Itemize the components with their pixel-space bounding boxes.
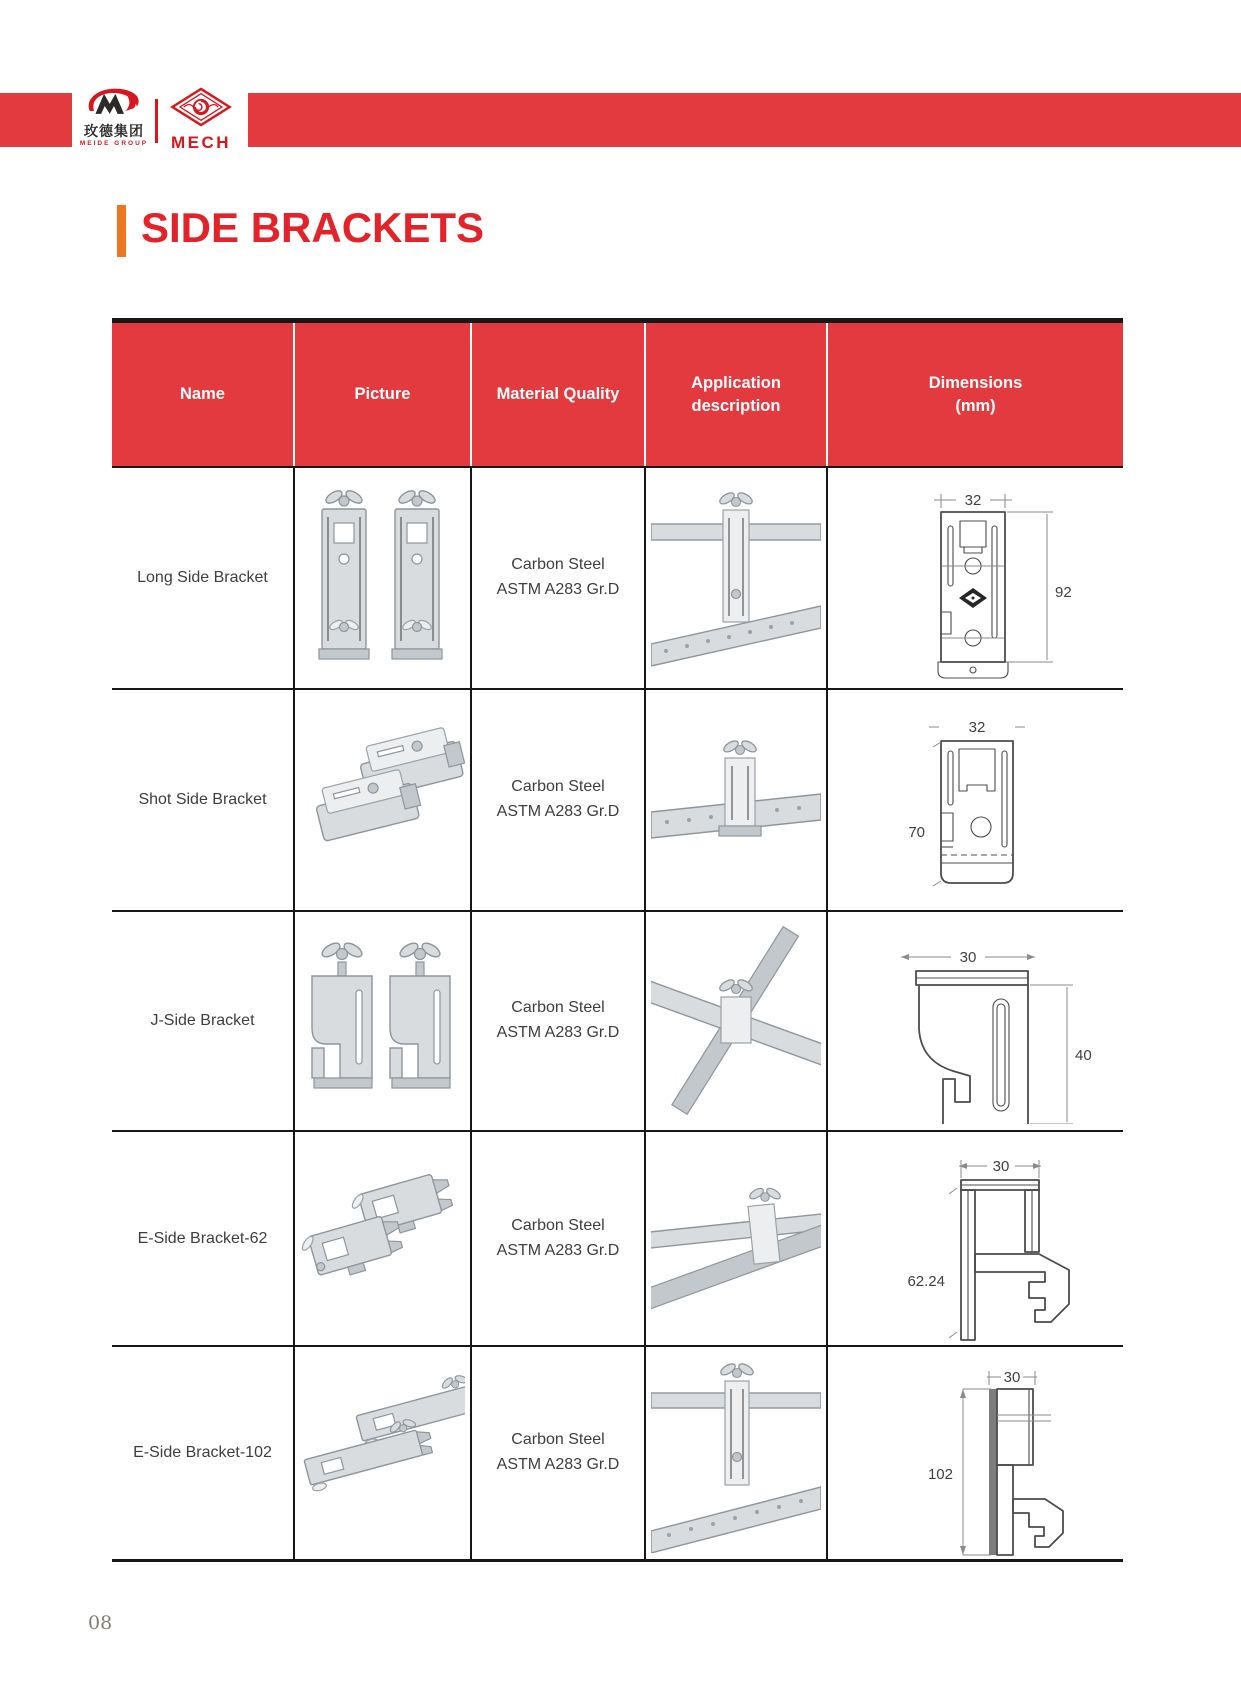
table-row-j-side-bracket	[112, 910, 1123, 1130]
application-photo	[651, 700, 821, 900]
application-photo	[651, 1353, 821, 1553]
dimension-diagram	[841, 919, 1111, 1124]
product-name: Shot Side Bracket	[138, 791, 267, 808]
brand-bar-left	[0, 93, 72, 147]
product-name: J-Side Bracket	[150, 1012, 255, 1029]
col-header-application-label: Application description	[691, 374, 781, 415]
dim-height-label: 70	[907, 824, 925, 841]
material-line1: Carbon Steel	[511, 556, 605, 574]
material-line1: Carbon Steel	[511, 1431, 605, 1449]
mech-logo	[167, 87, 235, 153]
dim-height-label: 102	[927, 1465, 953, 1483]
product-name: Long Side Bracket	[137, 569, 268, 586]
dim-width-label: 30	[992, 1158, 1009, 1175]
application-photo	[651, 478, 821, 678]
dimension-diagram	[841, 695, 1111, 905]
mech-label: MECH	[170, 133, 232, 152]
col-header-name: Name	[112, 323, 295, 466]
table-row-shot-side-bracket	[112, 688, 1123, 910]
material-line2: ASTM A283 Gr.D	[496, 1024, 620, 1041]
col-header-dimensions	[828, 323, 1123, 466]
mech-diamond-icon	[169, 87, 233, 127]
product-name: E-Side Bracket-102	[133, 1444, 272, 1461]
meide-latin-label: MEIDE GROUP	[79, 140, 149, 148]
material-line1: Carbon Steel	[511, 999, 605, 1017]
meide-swoosh-icon	[84, 84, 144, 118]
application-photo	[651, 1139, 821, 1339]
material-line2: ASTM A283 Gr.D	[496, 1456, 620, 1473]
material-line1: Carbon Steel	[511, 778, 605, 796]
brand-divider	[155, 99, 158, 143]
col-header-dimensions-line2: (mm)	[955, 396, 996, 415]
material-line1: Carbon Steel	[511, 1216, 605, 1234]
dim-width-label: 30	[1003, 1368, 1020, 1386]
dimension-diagram	[841, 1351, 1111, 1556]
dim-height-label: 40	[1074, 1046, 1092, 1064]
product-name: E-Side Bracket-62	[137, 1229, 268, 1247]
table-row-e-side-bracket-62	[112, 1130, 1123, 1345]
dim-width-label: 32	[964, 492, 981, 509]
dim-width-label: 32	[968, 719, 985, 736]
product-photo-shot-side-bracket	[300, 703, 465, 898]
col-header-material: Material Quality	[472, 323, 646, 466]
material-line2: ASTM A283 Gr.D	[496, 803, 620, 820]
section-title-accent	[117, 205, 126, 257]
table-header-row	[112, 323, 1123, 466]
application-photo	[651, 921, 821, 1121]
page-number: 08	[88, 1612, 113, 1634]
product-photo-j-side-bracket	[300, 924, 465, 1119]
product-photo-e-side-bracket-62	[300, 1141, 465, 1336]
brand-bar-right	[248, 93, 1241, 147]
products-table	[112, 318, 1123, 1562]
col-header-application	[646, 323, 828, 466]
table-row-long-side-bracket	[112, 466, 1123, 688]
col-header-dimensions-line1: Dimensions	[928, 374, 1023, 393]
table-row-e-side-bracket-102	[112, 1345, 1123, 1562]
col-header-picture: Picture	[295, 323, 472, 466]
dimension-diagram	[841, 472, 1111, 684]
dim-height-label: 62.24	[906, 1273, 945, 1290]
material-line2: ASTM A283 Gr.D	[496, 1241, 620, 1259]
page-title: SIDE BRACKETS	[141, 204, 485, 251]
dimension-diagram	[841, 1136, 1111, 1341]
dim-width-label: 30	[959, 948, 976, 966]
meide-logo	[70, 84, 158, 147]
product-photo-e-side-bracket-102	[300, 1356, 465, 1551]
meide-chinese-label: 玫德集团	[84, 123, 144, 139]
product-photo-long-side-bracket	[300, 481, 465, 676]
dim-height-label: 92	[1054, 584, 1072, 601]
material-line2: ASTM A283 Gr.D	[496, 581, 620, 598]
